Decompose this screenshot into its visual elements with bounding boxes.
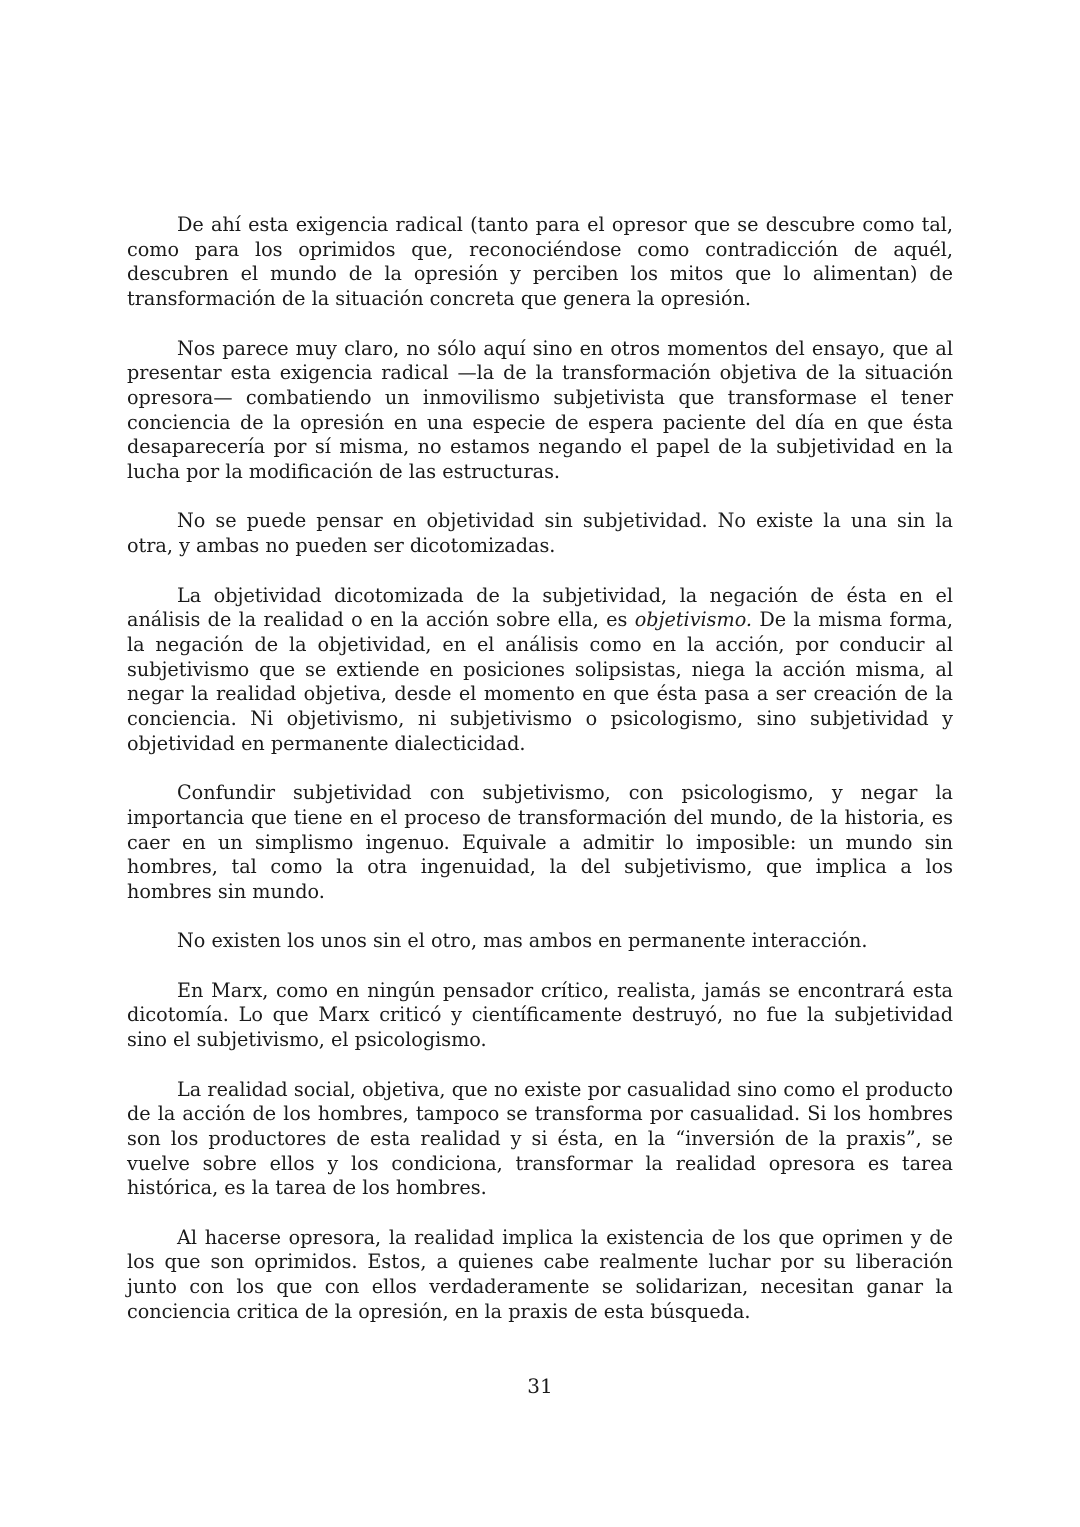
paragraph <box>127 213 953 312</box>
paragraph <box>127 584 953 757</box>
paragraph-text: De ahí esta exigencia radical (tanto para el opresor que se descubre como tal, como para los oprimidos que, reconociéndose como contradicción de aquél, descubren el mundo de la opresión y perciben los mitos que lo alimentan) de transformación de la situación concreta que genera la opresión. <box>127 213 953 311</box>
body-text <box>127 213 953 1325</box>
paragraph-text: Nos parece muy claro, no sólo aquí sino en otros momentos del ensayo, que al presentar esta exigencia radical —la de la transformación objetiva de la situación opresora— combatiendo un inmovilismo subjetivista que transformase el tener conciencia de la opresión en una especie de espera paciente del día en que ésta desaparecería por sí misma, no estamos negando el papel de la subjetividad en la lucha por la modificación de las estructuras. <box>127 336 953 484</box>
paragraph-text: Al hacerse opresora, la realidad implica la existencia de los que oprimen y de los que son oprimidos. Estos, a quienes cabe realmente luchar por su liberación junto con los que con ellos verdaderamente se solidarizan, necesitan ganar la conciencia critica de la opresión, en la praxis de esta búsqueda. <box>127 1225 953 1323</box>
paragraph-text: Confundir subjetividad con subjetivismo, con psicologismo, y negar la importancia que tiene en el proceso de transformación del mundo, de la historia, es caer en un simplismo ingenuo. Equivale a admitir lo imposible: un mundo sin hombres, tal como la otra ingenuidad, la del subjetivismo, que implica a los hombres sin mundo. <box>127 781 953 903</box>
paragraph <box>127 929 953 954</box>
paragraph-text: La realidad social, objetiva, que no existe por casualidad sino como el producto de la acción de los hombres, tampoco se transforma por casualidad. Si los hombres son los productores de esta realidad y si ésta, en la “inversión de la praxis”, se vuelve sobre ellos y los condiciona, transformar la realidad opresora es tarea histórica, es la tarea de los hombres. <box>127 1077 953 1200</box>
paragraph <box>127 781 953 905</box>
paragraph-text: No existen los unos sin el otro, mas ambos en permanente interacción. <box>177 929 868 953</box>
paragraph <box>127 979 953 1053</box>
paragraph-text: La objetividad dicotomizada de la subjetividad, la negación de ésta en el análisis de la realidad o en la acción sobre ella, es <box>127 583 953 632</box>
paragraph <box>127 1078 953 1202</box>
paragraph <box>127 1226 953 1325</box>
page-number: 31 <box>527 1374 553 1398</box>
paragraph <box>127 337 953 485</box>
paragraph-text: De la misma forma, la negación de la objetividad, en el análisis como en la acción, por conducir al subjetivismo que se extiende en posiciones solipsistas, niega la acción misma, al negar la realidad objetiva, desde el momento en que ésta pasa a ser creación de la conciencia. Ni objetivismo, ni subjetivismo o psicologismo, sino subjetividad y objetividad en permanente dialecticidad. <box>127 608 953 755</box>
paragraph-text: No se puede pensar en objetividad sin subjetividad. No existe la una sin la otra, y ambas no pueden ser dicotomizadas. <box>127 509 953 558</box>
paragraph-text: En Marx, como en ningún pensador crítico, realista, jamás se encontrará esta dicotomía. Lo que Marx criticó y científicamente destruyó, no fue la subjetividad sino el subjetivismo, el psicologismo. <box>127 978 953 1052</box>
paragraph <box>127 509 953 558</box>
italic-term: objetivismo. <box>634 608 753 632</box>
